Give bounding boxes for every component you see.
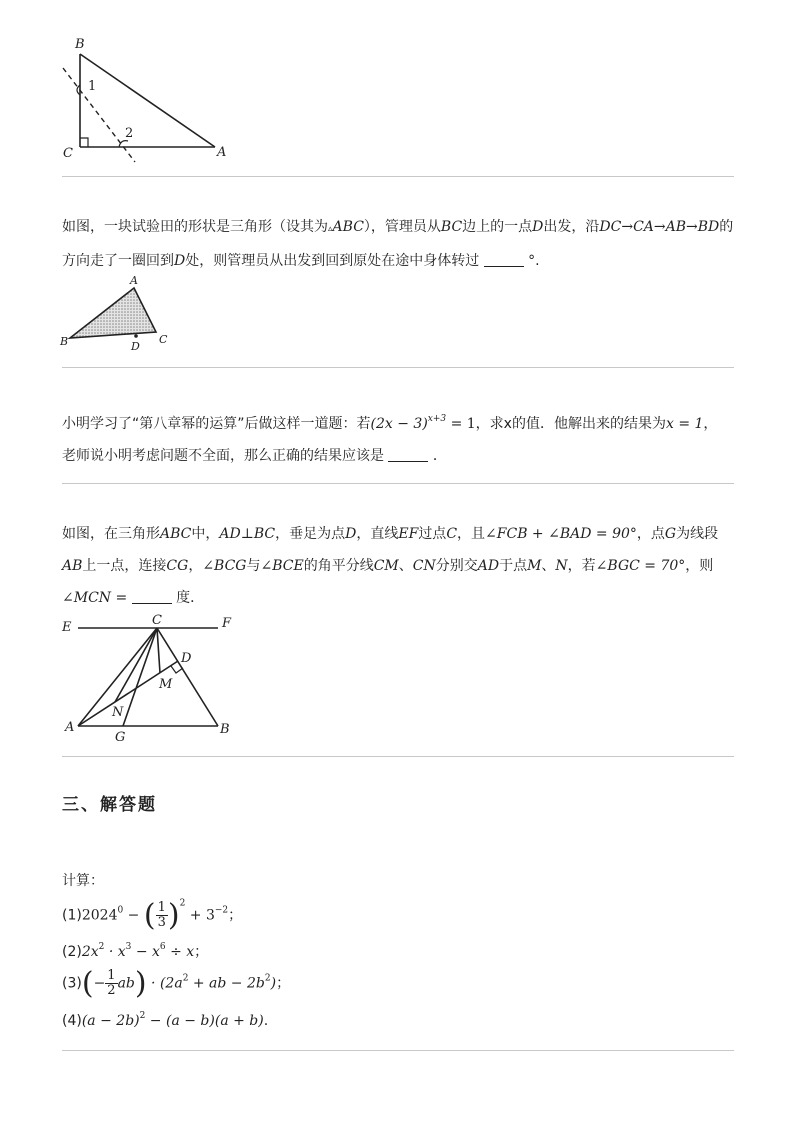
q3-line-1 <box>62 403 734 440</box>
q1-angle2-arc <box>119 141 128 147</box>
q2-label-d: D <box>131 340 140 352</box>
calc-problem-2 <box>62 941 208 961</box>
q3-exponent: x+3 <box>427 414 447 424</box>
p1-term: + 3 <box>185 907 215 924</box>
q3-base: (2x − 3) <box>370 416 428 432</box>
q4-math: ∠BGC = 70° <box>595 558 686 574</box>
q1-label-c: C <box>63 146 73 161</box>
q1-label-a: A <box>217 145 227 160</box>
q4-segment-cg <box>123 628 157 726</box>
q4-math: CG <box>166 558 189 574</box>
q2-text: 处，则管理员从出发到回到原处在途中身体转过 <box>185 253 480 269</box>
p1-term: 2024 <box>81 907 118 924</box>
p2-exponent: 6 <box>159 942 166 952</box>
q3-text: 小明学习了“第八章幂的运算”后做这样一道题：若 <box>62 416 371 432</box>
q4-text: 如图，在三角形 <box>62 526 160 542</box>
q4-math: AB <box>62 558 83 574</box>
q1-label-2: 2 <box>125 126 134 141</box>
q4-math: ABC <box>160 526 192 542</box>
calc-problem-3 <box>62 966 290 1001</box>
p1-operator: − <box>123 907 144 924</box>
p3-sign: − <box>93 975 106 992</box>
fraction-denominator: 3 <box>157 915 166 930</box>
problem-number: (1) <box>62 907 82 924</box>
calc-intro: 计算： <box>62 873 104 889</box>
q4-text: 过点 <box>418 526 447 542</box>
p2-end: ； <box>194 944 209 960</box>
q4-text: 分别交 <box>435 558 478 574</box>
p1-exponent: 0 <box>117 905 124 916</box>
q3-question <box>62 403 734 472</box>
p3-term: + ab − 2b <box>188 975 265 992</box>
q2-field-figure <box>58 272 178 352</box>
q2-text: 边上的一点 <box>462 219 533 235</box>
q4-math: C <box>446 526 458 542</box>
q2-path: DC→CA→AB→BD <box>599 219 720 235</box>
q2-field-triangle <box>70 288 156 338</box>
q3-answer-blank[interactable] <box>388 447 428 462</box>
q4-label-b: B <box>220 722 230 737</box>
q2-answer-blank[interactable] <box>484 252 524 267</box>
q2-point-d: D <box>532 219 544 235</box>
q4-label-m: M <box>159 677 173 692</box>
p2-exponent: 3 <box>125 942 132 952</box>
q4-label-f: F <box>222 616 232 631</box>
q4-text: ， <box>188 558 203 574</box>
q3-text: ，求x的值．他解出来的结果为 <box>475 416 666 432</box>
q4-text: ，直线 <box>356 526 399 542</box>
q3-equals: = 1 <box>446 416 476 432</box>
p2-term: − x <box>131 944 160 960</box>
problem-number: (3) <box>62 975 82 992</box>
q4-label-n: N <box>112 705 124 720</box>
q4-line-1 <box>62 518 734 550</box>
q4-text: ，点 <box>636 526 665 542</box>
q4-math: AD⊥BC <box>219 526 276 542</box>
left-paren: ( <box>81 966 94 1001</box>
q2-text: 的 <box>719 219 734 235</box>
right-paren: ) <box>134 966 147 1001</box>
q2-line-1 <box>62 211 734 245</box>
q4-question <box>62 518 734 614</box>
q4-segment-cm <box>157 628 160 673</box>
q3-text: ． <box>432 448 447 464</box>
q2-label-b: B <box>60 335 69 348</box>
q4-text: 的角平分线 <box>303 558 374 574</box>
q1-dashed-line <box>63 68 135 162</box>
q4-label-g: G <box>115 730 126 742</box>
fraction-numerator: 1 <box>107 968 116 983</box>
fraction-numerator: 1 <box>157 900 166 915</box>
calc-problem-4 <box>62 1011 268 1029</box>
q1-side-ab <box>80 54 215 147</box>
p4-end: . <box>263 1013 269 1029</box>
left-paren: ( <box>143 898 156 933</box>
p2-term: 2x <box>81 944 99 960</box>
q4-label-d: D <box>181 651 192 666</box>
p3-term: ) <box>270 975 277 992</box>
q2-question <box>62 211 734 277</box>
p1-fraction <box>156 901 168 930</box>
q4-math: N <box>555 558 568 574</box>
right-paren: ) <box>167 898 180 933</box>
q4-math: ∠MCN = <box>62 590 132 606</box>
q1-label-1: 1 <box>88 79 97 94</box>
q2-point-d: D <box>174 253 186 269</box>
p3-fraction <box>105 969 117 998</box>
q1-label-b: B <box>75 37 85 52</box>
p2-exponent: 2 <box>98 942 105 952</box>
divider-4 <box>62 756 734 757</box>
p1-end: ； <box>228 907 243 924</box>
q4-triangle-figure <box>60 612 260 742</box>
q4-label-c: C <box>152 613 162 628</box>
p3-exponent: 2 <box>264 973 271 984</box>
q4-math: EF <box>398 526 419 542</box>
p3-exponent: 2 <box>182 973 189 984</box>
q2-label-c: C <box>159 333 168 346</box>
section-heading: 三、解答题 <box>62 795 157 815</box>
q3-result: x = 1 <box>665 416 704 432</box>
q4-math: CM <box>373 558 399 574</box>
q4-math: CN <box>412 558 436 574</box>
q2-point-d-dot <box>134 334 138 338</box>
triangle-symbol: ▵ <box>328 224 333 234</box>
q3-text: ， <box>703 416 718 432</box>
q4-math: D <box>345 526 357 542</box>
divider-3 <box>62 483 734 484</box>
q2-text: 出发，沿 <box>543 219 600 235</box>
q4-math: G <box>664 526 677 542</box>
divider-2 <box>62 367 734 368</box>
q4-text: 、 <box>398 558 413 574</box>
q4-text: 、 <box>541 558 556 574</box>
q4-text: 中， <box>191 526 220 542</box>
q4-math: ∠FCB + ∠BAD = 90° <box>485 526 637 542</box>
p4-term: (a − 2b) <box>81 1013 140 1029</box>
problem-number: (2) <box>62 944 82 960</box>
q2-segment-bc: BC <box>440 219 463 235</box>
q4-text: 为线段 <box>676 526 719 542</box>
q4-text: ，垂足为点 <box>275 526 346 542</box>
q4-label-a: A <box>65 720 75 735</box>
q2-triangle-name: ABC <box>332 219 364 235</box>
q2-text: ），管理员从 <box>363 219 441 235</box>
fraction-denominator: 2 <box>107 983 116 998</box>
q2-text: 如图，一块试验田的形状是三角形（设其为 <box>62 219 328 235</box>
p3-term: ab <box>117 975 135 992</box>
q2-label-a: A <box>130 274 138 287</box>
q4-answer-blank[interactable] <box>132 589 172 604</box>
q4-line-3 <box>62 582 734 614</box>
q1-triangle-figure <box>55 30 245 165</box>
p4-term: − (a − b)(a + b) <box>145 1013 264 1029</box>
q4-math: AD <box>477 558 500 574</box>
q4-math: ∠BCE <box>260 558 304 574</box>
q4-text: 上一点，连接 <box>82 558 167 574</box>
q4-math: ∠BCG <box>202 558 247 574</box>
p3-term: · (2a <box>146 975 183 992</box>
q2-text: 方向走了一圈回到 <box>62 253 174 269</box>
p4-exponent: 2 <box>139 1011 146 1021</box>
p2-term: · x <box>104 944 126 960</box>
q4-text: 于点 <box>499 558 528 574</box>
q4-label-e: E <box>62 620 72 635</box>
problem-number: (4) <box>62 1013 82 1029</box>
p3-end: ； <box>276 975 291 992</box>
divider-5 <box>62 1050 734 1051</box>
q4-text: 与 <box>246 558 261 574</box>
q4-text: ，若 <box>567 558 596 574</box>
q4-line-2 <box>62 550 734 582</box>
p2-term: ÷ x <box>165 944 195 960</box>
q4-text: ，且 <box>457 526 486 542</box>
q3-text: 老师说小明考虑问题不全面，那么正确的结果应该是 <box>62 448 384 464</box>
q4-text: ，则 <box>685 558 714 574</box>
p1-exponent: 2 <box>179 898 186 909</box>
divider-1 <box>62 176 734 177</box>
q4-altitude-ad <box>78 661 178 726</box>
q3-line-2 <box>62 440 734 472</box>
calc-problem-1 <box>62 898 242 933</box>
q4-text: 度． <box>176 590 205 606</box>
p1-exponent: −2 <box>214 905 229 916</box>
q2-unit: °. <box>528 253 540 269</box>
q4-math: M <box>527 558 542 574</box>
q1-right-angle-mark <box>80 138 88 147</box>
